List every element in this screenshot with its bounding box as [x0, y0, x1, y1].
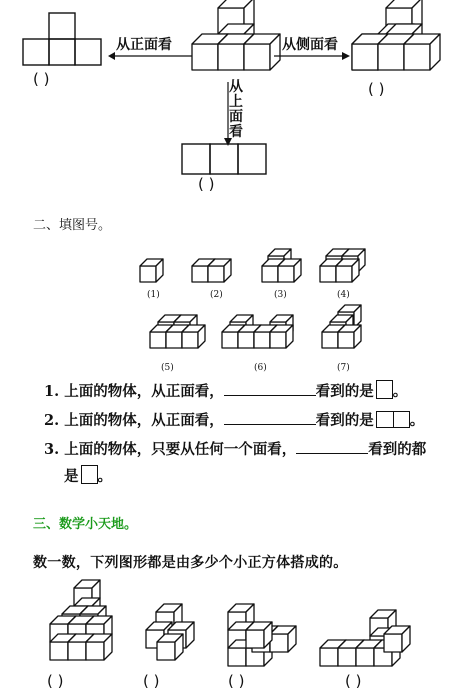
cube-face — [208, 266, 224, 282]
question-end: 。 — [409, 412, 425, 429]
figure-label-2: (2) — [210, 290, 223, 300]
cube-face — [356, 648, 374, 666]
cube-face — [336, 266, 352, 282]
cube-face — [50, 642, 68, 660]
cube-face — [246, 630, 264, 648]
cube-face — [182, 332, 198, 348]
top-view-figure — [180, 142, 280, 182]
section3-heading: 三、数学小天地。 — [33, 517, 138, 532]
cube-face — [86, 642, 104, 660]
cube-face — [192, 266, 208, 282]
figure-label-5: (5) — [161, 363, 174, 373]
section3-intro: 数一数，下列图形都是由多少个小正方体搭成的。 — [33, 555, 348, 571]
cube-face — [270, 332, 286, 348]
cube-face — [228, 648, 246, 666]
cube-face — [238, 332, 254, 348]
top-view-answer-paren[interactable]: ( ) — [198, 175, 215, 193]
arrow-top-char: 看 — [229, 124, 243, 140]
front-view-answer-paren[interactable]: ( ) — [33, 70, 50, 88]
answer-blank[interactable] — [296, 439, 368, 454]
figure-label-7: (7) — [337, 363, 350, 373]
cube-face — [68, 642, 86, 660]
figure-label-1: (1) — [147, 290, 160, 300]
cube-face — [352, 44, 378, 70]
side-view-figure — [346, 0, 456, 90]
cube-face — [166, 332, 182, 348]
figure-label-4: (4) — [337, 290, 350, 300]
arrow-top-label — [229, 80, 245, 140]
cube-face — [320, 648, 338, 666]
cube-face — [270, 634, 288, 652]
double-square-symbol — [376, 411, 410, 428]
answer-blank[interactable] — [224, 410, 316, 425]
cube-face — [157, 642, 175, 660]
question-number: 2. — [44, 412, 60, 429]
cube-face — [404, 44, 430, 70]
count-answer-paren-3[interactable]: ( ) — [228, 672, 245, 690]
cube-face — [192, 44, 218, 70]
question-3 — [44, 438, 426, 459]
cube-face — [262, 266, 278, 282]
count-answer-paren-4[interactable]: ( ) — [345, 672, 362, 690]
question-end: 。 — [392, 383, 408, 400]
square-symbol — [81, 465, 98, 484]
cube-face — [278, 266, 294, 282]
figure-label-6: (6) — [254, 363, 267, 373]
cube-face — [338, 332, 354, 348]
question-2 — [44, 409, 424, 430]
cube-face — [320, 266, 336, 282]
question-text: 上面的物体，只要从任何一个面看， — [64, 441, 297, 458]
front-view-figure — [0, 0, 100, 70]
question-number: 1. — [44, 383, 60, 400]
cube-face — [222, 332, 238, 348]
section2-figures — [0, 240, 476, 380]
side-view-answer-paren[interactable]: ( ) — [368, 80, 385, 98]
section2-heading: 二、填图号。 — [33, 218, 112, 233]
cube-face — [378, 44, 404, 70]
cube-face — [384, 634, 402, 652]
question-end: 。 — [97, 468, 112, 485]
arrow-top-char: 面 — [229, 109, 243, 125]
question-text: 上面的物体，从正面看， — [64, 383, 224, 400]
question-text: 是 — [64, 468, 79, 485]
cube-face — [150, 332, 166, 348]
cube-face — [244, 44, 270, 70]
arrow-front-label: 从正面看 — [116, 37, 172, 53]
arrow-side-label: 从侧面看 — [282, 37, 338, 53]
question-number: 3. — [44, 441, 60, 458]
arrow-top-char: 上 — [229, 94, 243, 110]
question-text: 上面的物体，从正面看， — [64, 412, 224, 429]
count-answer-paren-2[interactable]: ( ) — [143, 672, 160, 690]
question-text: 看到的都 — [368, 441, 427, 458]
square-symbol — [376, 380, 393, 399]
arrow-top-char: 从 — [229, 79, 243, 95]
cube-face — [322, 332, 338, 348]
count-answer-paren-1[interactable]: ( ) — [47, 672, 64, 690]
cube-face — [254, 332, 270, 348]
cube-face — [140, 266, 156, 282]
cube-face — [338, 648, 356, 666]
answer-blank[interactable] — [224, 381, 316, 396]
question-3-cont — [64, 465, 112, 486]
figure-label-3: (3) — [274, 290, 287, 300]
question-text: 看到的是 — [315, 383, 374, 400]
question-1 — [44, 380, 407, 401]
question-text: 看到的是 — [315, 412, 374, 429]
cube-face — [218, 44, 244, 70]
